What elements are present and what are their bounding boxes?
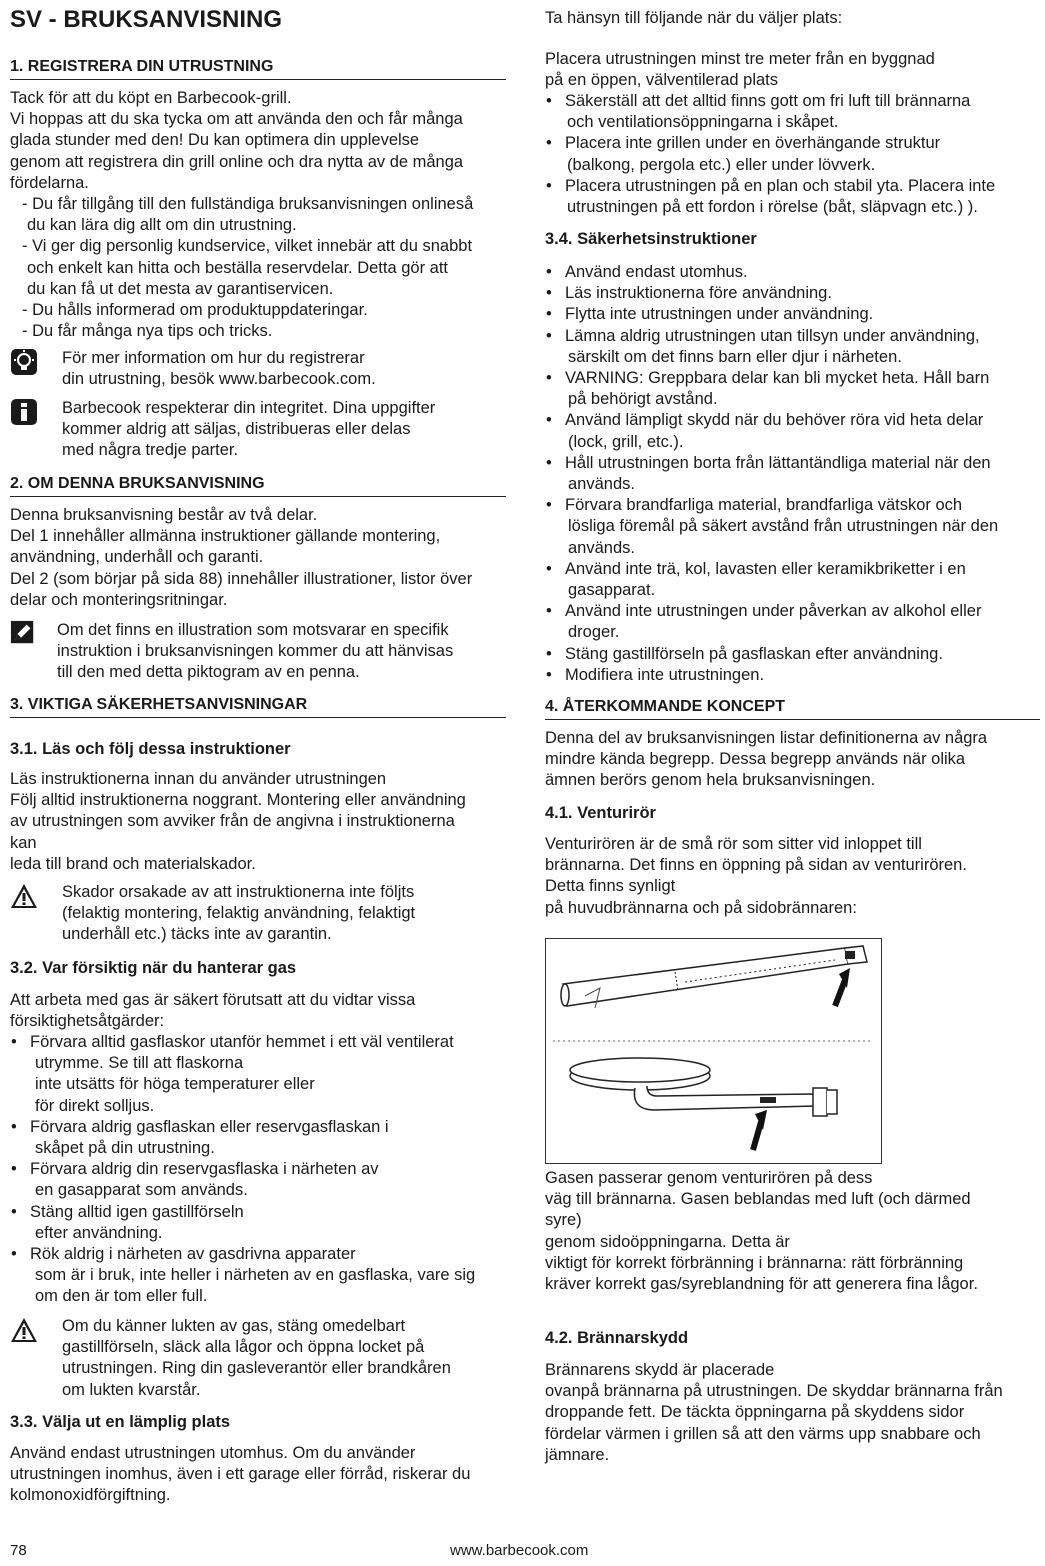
text-line: kolmonoxidförgiftning. — [10, 1486, 171, 1505]
text-line: för direkt solljus. — [35, 1096, 155, 1115]
list-item — [10, 1117, 510, 1159]
text-line: särskilt om det finns barn eller djur i närheten. — [568, 347, 902, 366]
text-line: Använd endast utrustningen utomhus. Om du använder — [10, 1444, 416, 1462]
section-4-1-after — [545, 1168, 1040, 1295]
text-line: Barbecook respekterar din integritet. Dina uppgifter — [62, 399, 436, 417]
info-icon — [10, 398, 38, 426]
placement-list — [545, 91, 1040, 218]
text-line: brännarna. Det finns en öppning på sidan av venturirören. — [545, 856, 967, 875]
text-line: används. — [568, 538, 635, 557]
text-line: Denna bruksanvisning består av två delar. — [10, 506, 318, 524]
pen-icon — [10, 620, 36, 646]
text-line: som är i bruk, inte heller i närheten av en gasflaska, vare sig — [35, 1266, 476, 1285]
text-line: genom att registrera din grill online och dra nytta av de många — [10, 152, 464, 171]
text-line: Om det finns en illustration som motsvarar en specifik — [57, 621, 449, 639]
text-line: (balkong, pergola etc.) eller under lövverk. — [567, 155, 876, 174]
text-line: Läs instruktionerna innan du använder utrustningen — [10, 770, 387, 788]
text-line: ämnen berörs genom hela bruksanvisningen. — [545, 771, 876, 790]
text-line: instruktion i bruksanvisningen kommer du att hänvisas — [57, 642, 454, 661]
text-line: och ventilationsöppningarna i skåpet. — [567, 113, 839, 132]
text-line: Använd lämpligt skydd när du behöver röra vid heta delar — [565, 411, 984, 430]
text-line: viktigt för korrekt förbränning i brännarna: rätt förbränning — [545, 1253, 964, 1272]
text-line: Flytta inte utrustningen under användning. — [565, 305, 874, 324]
section-3-1-body — [10, 769, 510, 875]
text-line: användning, underhåll och garanti. — [10, 548, 264, 567]
list-item: - Du får tillgång till den fullständiga bruksanvisningen onlineså — [22, 195, 474, 213]
warning-icon — [10, 1316, 38, 1344]
gas-smell-warning — [10, 1316, 510, 1400]
gas-safety-list — [10, 1032, 510, 1308]
list-item: du kan få ut det mesta av garantiservicen. — [27, 279, 334, 298]
section-3-1-heading: 3.1. Läs och följ dessa instruktioner — [10, 740, 291, 758]
list-item — [545, 559, 1040, 601]
text-line: på huvudbrännarna och på sidobrännaren: — [545, 898, 857, 917]
list-item — [545, 453, 1040, 495]
lightbulb-icon — [10, 348, 38, 376]
section-4-1-body — [545, 834, 1040, 919]
text-line: kan — [10, 833, 37, 852]
list-item — [545, 665, 1040, 686]
text-line: en gasapparat som används. — [35, 1181, 248, 1200]
text-line: delar och monteringsritningar. — [10, 590, 228, 609]
text-line: Tack för att du köpt en Barbecook-grill. — [10, 89, 292, 107]
text-line: Vi hoppas att du ska tycka om att använda den och får många — [10, 110, 463, 129]
text-line: Håll utrustningen borta från lättantändliga material när den — [565, 453, 991, 472]
text-line: inte utsätts för höga temperaturer eller — [35, 1075, 315, 1094]
tip-note — [10, 348, 510, 392]
text-line: om den är tom eller full. — [35, 1287, 208, 1306]
list-item — [545, 644, 1040, 665]
text-line: efter användning. — [35, 1223, 163, 1242]
text-line: Rök aldrig i närheten av gasdrivna apparater — [30, 1245, 356, 1264]
benefit-list — [22, 194, 522, 342]
section-3-3-heading: 3.3. Välja ut en lämplig plats — [10, 1413, 231, 1431]
section-1-intro — [10, 88, 510, 194]
list-item — [545, 91, 1040, 133]
list-item — [10, 1032, 510, 1117]
text-line: på behörigt avstånd. — [568, 390, 718, 409]
text-line: droppande fett. De täckta öppningarna på skyddens sidor — [545, 1403, 965, 1422]
text-line: leda till brand och materialskador. — [10, 854, 256, 873]
text-line: (felaktig montering, felaktig användning, felaktigt — [62, 904, 416, 923]
text-line: Detta finns synligt — [545, 877, 676, 896]
text-line: Del 1 innehåller allmänna instruktioner gällande montering, — [10, 527, 441, 546]
placement-text — [545, 49, 1040, 91]
list-item — [545, 176, 1040, 218]
text-line: glada stunder med den! Du kan optimera din upplevelse — [10, 131, 420, 150]
list-item — [545, 283, 1040, 304]
section-4-1-heading: 4.1. Venturirör — [545, 804, 656, 822]
warning-icon — [10, 882, 38, 910]
text-line: För mer information om hur du registrerar — [62, 349, 365, 367]
text-line: din utrustning, besök www.barbecook.com. — [62, 370, 376, 389]
section-2-heading: 2. OM DENNA BRUKSANVISNING — [10, 474, 506, 497]
text-line: kommer aldrig att säljas, distribueras eller delas — [62, 420, 411, 439]
text-line: med några tredje parter. — [62, 441, 239, 460]
text-line: fördelar värmen i grillen så att den värms upp snabbare och — [545, 1424, 981, 1443]
text-line: Använd inte trä, kol, lavasten eller keramikbriketter i en — [565, 559, 966, 578]
text-line: utrustningen på ett fordon i rörelse (båt, släpvagn etc.) ). — [567, 198, 978, 217]
text-line: väg till brännarna. Gasen beblandas med luft (och därmed — [545, 1190, 971, 1209]
section-4-body — [545, 728, 1040, 792]
text-line: mindre kända begrepp. Dessa begrepp används när olika — [545, 750, 966, 769]
list-item — [545, 133, 1040, 175]
text-line: underhåll etc.) täcks inte av garantin. — [62, 925, 332, 944]
text-line: genom sidoöppningarna. Detta är — [545, 1232, 790, 1251]
text-line: Förvara aldrig din reservgasflaska i närheten av — [30, 1160, 379, 1179]
text-line: jämnare. — [545, 1445, 610, 1464]
list-item — [545, 368, 1040, 410]
list-item — [545, 326, 1040, 368]
text-line: Använd endast utomhus. — [565, 263, 748, 281]
text-line: till den med detta piktogram av en penna. — [57, 663, 360, 682]
text-line: om lukten kvarstår. — [62, 1380, 201, 1399]
section-3-4-heading: 3.4. Säkerhetsinstruktioner — [545, 230, 757, 248]
list-item — [545, 304, 1040, 325]
text-line: Brännarens skydd är placerade — [545, 1361, 775, 1379]
text-line: Följ alltid instruktionerna noggrant. Montering eller användning — [10, 791, 466, 810]
text-line: försiktighetsåtgärder: — [10, 1012, 165, 1031]
section-4-2-body — [545, 1360, 1040, 1466]
text-line: syre) — [545, 1211, 582, 1230]
text-line: Placera utrustningen minst tre meter från en byggnad — [545, 50, 935, 68]
section-4-2-heading: 4.2. Brännarskydd — [545, 1329, 689, 1347]
text-line: utrustningen. Ring din gasleverantör eller brandkåren — [62, 1359, 451, 1378]
text-line: Stäng alltid igen gastillförseln — [30, 1202, 244, 1221]
venturi-illustration — [545, 938, 882, 1164]
text-line: VARNING: Greppbara delar kan bli mycket heta. Håll barn — [565, 369, 990, 388]
text-line: gastillförseln, släck alla lågor och öppna locket på — [62, 1338, 425, 1357]
text-line: (lock, grill, etc.). — [568, 432, 684, 451]
text-line: Gasen passerar genom venturirören på dess — [545, 1169, 873, 1187]
list-item: och enkelt kan hitta och beställa reservdelar. Detta gör att — [27, 258, 448, 277]
text-line: Modifiera inte utrustningen. — [565, 665, 765, 684]
list-item: - Du får många nya tips och tricks. — [22, 322, 273, 341]
text-line: Förvara alltid gasflaskor utanför hemmet i ett väl ventilerat — [30, 1033, 454, 1051]
text-line: Säkerställ att det alltid finns gott om fri luft till brännarna — [565, 92, 971, 110]
list-item: du kan lära dig allt om din utrustning. — [27, 216, 297, 235]
text-line: skåpet på din utrustning. — [35, 1139, 215, 1158]
pen-note — [10, 620, 510, 684]
section-1-heading: 1. REGISTRERA DIN UTRUSTNING — [10, 57, 506, 80]
list-item — [10, 1202, 510, 1244]
text-line: av utrustningen som avviker från de angivna i instruktionerna — [10, 812, 455, 831]
text-line: ovanpå brännarna på utrustningen. De skyddar brännarna från — [545, 1382, 1003, 1401]
text-line: droger. — [568, 623, 620, 642]
list-item — [10, 1159, 510, 1201]
text-line: utrymme. Se till att flaskorna — [35, 1054, 244, 1073]
list-item — [545, 262, 1040, 283]
text-line: på en öppen, välventilerad plats — [545, 71, 778, 90]
section-3-heading: 3. VIKTIGA SÄKERHETSANVISNINGAR — [10, 695, 506, 718]
text-line: Placera inte grillen under en överhängande struktur — [565, 134, 941, 153]
page-title: SV - BRUKSANVISNING — [10, 6, 283, 33]
text-line: lösliga föremål på säkert avstånd från utrustningen när den — [568, 517, 999, 536]
text-line: Skador orsakade av att instruktionerna inte följts — [62, 883, 415, 901]
list-item — [545, 601, 1040, 643]
text-line: Placera utrustningen på en plan och stabil yta. Placera inte — [565, 176, 996, 195]
text-line: gasapparat. — [568, 581, 656, 600]
text-line: Om du känner lukten av gas, stäng omedelbart — [62, 1317, 406, 1335]
list-item — [545, 410, 1040, 452]
list-item: - Du hålls informerad om produktuppdateringar. — [22, 301, 368, 320]
section-4-heading: 4. ÅTERKOMMANDE KONCEPT — [545, 697, 1040, 720]
text-line: Denna del av bruksanvisningen listar definitionerna av några — [545, 729, 988, 747]
text-line: Förvara brandfarliga material, brandfarliga vätskor och — [565, 496, 963, 515]
text-line: Förvara aldrig gasflaskan eller reservgasflaskan i — [30, 1117, 389, 1136]
text-line: Lämna aldrig utrustningen utan tillsyn under användning, — [565, 326, 980, 345]
text-line: Läs instruktionerna före användning. — [565, 284, 832, 303]
text-line: Stäng gastillförseln på gasflaskan efter användning. — [565, 644, 943, 663]
section-3-2-heading: 3.2. Var försiktig när du hanterar gas — [10, 959, 297, 977]
footer-url[interactable]: www.barbecook.com — [450, 1542, 589, 1559]
text-line: fördelarna. — [10, 173, 89, 192]
list-item — [545, 495, 1040, 559]
page-number: 78 — [10, 1542, 27, 1559]
text-line: Ta hänsyn till följande när du väljer plats: — [545, 9, 843, 27]
safety-instructions-list — [545, 262, 1040, 686]
list-item: - Vi ger dig personlig kundservice, vilket innebär att du snabbt — [22, 237, 473, 256]
text-line: Att arbeta med gas är säkert förutsatt att du vidtar vissa — [10, 991, 416, 1009]
text-line: Använd inte utrustningen under påverkan av alkohol eller — [565, 602, 982, 621]
section-2-body — [10, 505, 510, 611]
section-3-3-body — [10, 1443, 510, 1507]
privacy-note — [10, 398, 510, 462]
text-line: används. — [568, 475, 635, 494]
warranty-warning — [10, 882, 510, 946]
text-line: Venturirören är de små rör som sitter vid inloppet till — [545, 835, 922, 853]
section-3-2-body — [10, 990, 510, 1032]
text-line: utrustningen inomhus, även i ett garage eller förråd, riskerar du — [10, 1465, 471, 1484]
list-item — [10, 1244, 510, 1308]
text-line: Del 2 (som börjar på sida 88) innehåller illustrationer, listor över — [10, 569, 473, 588]
text-line: kräver korrekt gas/syreblandning för att generera fina lågor. — [545, 1275, 978, 1294]
